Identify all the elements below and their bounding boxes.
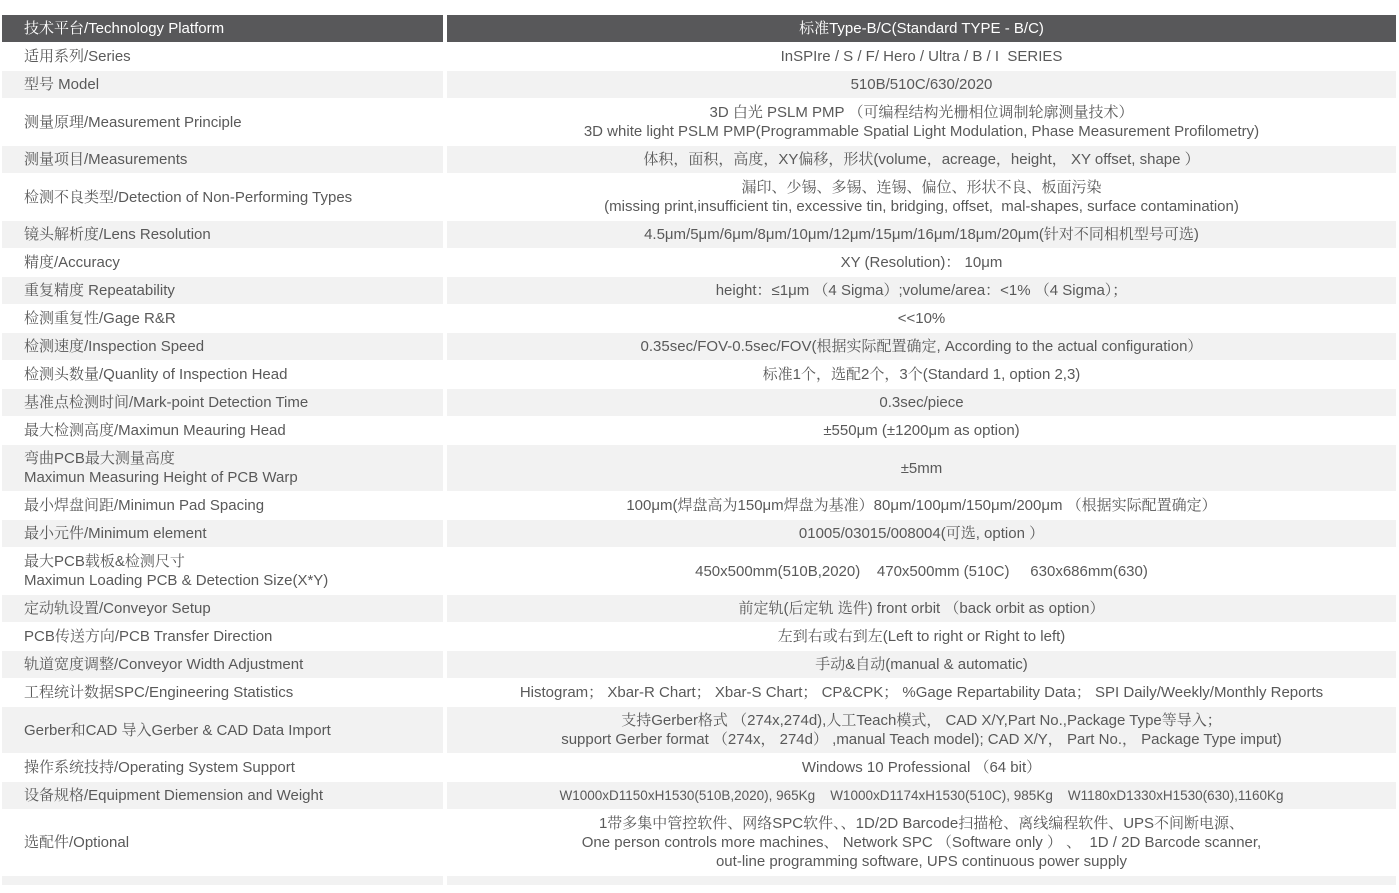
row-label bbox=[2, 679, 443, 706]
table-row bbox=[2, 221, 1396, 248]
row-value-line: 左到右或右到左(Left to right or Right to left) bbox=[777, 628, 1066, 645]
row-value-line: ±550μm (±1200μm as option) bbox=[823, 422, 1020, 439]
row-value bbox=[447, 389, 1396, 416]
table-row bbox=[2, 679, 1396, 706]
row-value-line: out-line programming software, UPS continuous power supply bbox=[715, 853, 1128, 870]
table-header bbox=[2, 15, 1396, 42]
row-value bbox=[447, 71, 1396, 98]
row-value bbox=[447, 679, 1396, 706]
table-row bbox=[2, 146, 1396, 173]
row-value bbox=[447, 623, 1396, 650]
row-value bbox=[447, 43, 1396, 70]
row-value-line: 支持Gerber格式 （274x,274d),人工Teach模式， CAD X/Y,Part No.,Package Type等导入； bbox=[621, 712, 1222, 729]
row-label bbox=[2, 520, 443, 547]
row-label bbox=[2, 623, 443, 650]
spec-rows bbox=[2, 43, 1396, 875]
row-value-line: 标准1个，选配2个，3个(Standard 1, option 2,3) bbox=[762, 366, 1081, 383]
row-value bbox=[447, 277, 1396, 304]
header-right-cell bbox=[447, 15, 1396, 42]
row-value bbox=[447, 174, 1396, 220]
table-row bbox=[2, 43, 1396, 70]
row-label bbox=[2, 249, 443, 276]
row-label-line: 最大检测高度/Maximun Meauring Head bbox=[24, 422, 286, 439]
table-row bbox=[2, 548, 1396, 594]
partial-label-cell bbox=[2, 876, 443, 885]
row-value-line: <<10% bbox=[897, 310, 946, 327]
row-label-line: 测量原理/Measurement Principle bbox=[24, 113, 242, 131]
row-label-line: 检测不良类型/Detection of Non-Performing Types bbox=[24, 188, 353, 206]
row-label bbox=[2, 146, 443, 173]
row-value-line: 手动&自动(manual & automatic) bbox=[815, 656, 1028, 673]
row-value bbox=[447, 782, 1396, 809]
row-value bbox=[447, 99, 1396, 145]
header-left-cell bbox=[2, 15, 443, 42]
row-value bbox=[447, 249, 1396, 276]
table-row bbox=[2, 520, 1396, 547]
row-label bbox=[2, 417, 443, 444]
row-value-line: height：≤1μm （4 Sigma）;volume/area：<1% （4 Sigma）； bbox=[715, 282, 1128, 299]
table-row bbox=[2, 595, 1396, 622]
row-value-line: Windows 10 Professional （64 bit） bbox=[801, 759, 1042, 776]
row-value bbox=[447, 810, 1396, 875]
row-value bbox=[447, 333, 1396, 360]
row-value bbox=[447, 445, 1396, 491]
row-label bbox=[2, 707, 443, 753]
row-label-line: 精度/Accuracy bbox=[24, 254, 120, 271]
row-label bbox=[2, 651, 443, 678]
table-row bbox=[2, 810, 1396, 875]
table-row bbox=[2, 71, 1396, 98]
row-value-line: (missing print,insufficient tin, excessive tin, bridging, offset, mal-shapes, surface contamination) bbox=[604, 198, 1239, 215]
row-label bbox=[2, 277, 443, 304]
row-label-line: 设备规格/Equipment Diemension and Weight bbox=[24, 787, 324, 804]
row-value-line: 100μm(焊盘高为150μm焊盘为基准）80μm/100μm/150μm/200μm （根据实际配置确定） bbox=[626, 497, 1217, 514]
row-value bbox=[447, 492, 1396, 519]
row-label-line: 选配件/Optional bbox=[24, 834, 130, 851]
row-label-line: 最小焊盘间距/Minimun Pad Spacing bbox=[24, 497, 265, 514]
row-value bbox=[447, 595, 1396, 622]
row-label-line: 操作系统技持/Operating System Support bbox=[24, 759, 295, 776]
row-label bbox=[2, 445, 443, 491]
table-row bbox=[2, 174, 1396, 220]
row-value-line: 0.3sec/piece bbox=[879, 394, 964, 411]
row-label-line: 重复精度 Repeatability bbox=[24, 282, 175, 299]
table-row bbox=[2, 651, 1396, 678]
partial-next-row bbox=[2, 876, 1396, 885]
row-label-line: Maximun Loading PCB & Detection Size(X*Y) bbox=[24, 572, 329, 589]
row-label bbox=[2, 595, 443, 622]
row-label bbox=[2, 221, 443, 248]
table-row bbox=[2, 623, 1396, 650]
row-label-line: Gerber和CAD 导入Gerber & CAD Data Import bbox=[24, 721, 331, 739]
row-label-line: 检测速度/Inspection Speed bbox=[24, 338, 205, 355]
table-row bbox=[2, 99, 1396, 145]
row-value-line: 01005/03015/008004(可选, option ） bbox=[798, 525, 1045, 542]
row-label bbox=[2, 174, 443, 220]
row-value-line: 0.35sec/FOV-0.5sec/FOV(根据实际配置确定, According to the actual configuration） bbox=[640, 338, 1203, 355]
table-row bbox=[2, 782, 1396, 809]
header-right-text: 标准Type-B/C(Standard TYPE - B/C) bbox=[799, 20, 1044, 37]
row-label bbox=[2, 99, 443, 145]
row-value-line: W1000xD1150xH1530(510B,2020), 965Kg W1000xD1174xH1530(510C), 985Kg W1180xD1330xH1530(630),1160Kg bbox=[559, 788, 1284, 803]
row-label-line: 镜头解析度/Lens Resolution bbox=[24, 226, 211, 243]
row-value-line: 4.5μm/5μm/6μm/8μm/10μm/12μm/15μm/16μm/18μm/20μm(针对不同相机型号可选) bbox=[644, 226, 1199, 243]
row-value bbox=[447, 417, 1396, 444]
row-label bbox=[2, 305, 443, 332]
row-label-line: 定动轨设置/Conveyor Setup bbox=[24, 600, 211, 617]
row-value-line: 3D 白光 PSLM PMP （可编程结构光栅相位调制轮廓测量技术） bbox=[709, 104, 1134, 121]
row-label-line: 最小元件/Minimum element bbox=[24, 525, 207, 542]
row-label-line: 型号 Model bbox=[24, 76, 100, 93]
row-label bbox=[2, 361, 443, 388]
row-label-line: 最大PCB载板&检测尺寸 bbox=[24, 553, 185, 570]
row-label-line: 测量项目/Measurements bbox=[24, 151, 188, 168]
row-label bbox=[2, 810, 443, 875]
row-label bbox=[2, 43, 443, 70]
row-label-line: 弯曲PCB最大测量高度 bbox=[24, 450, 175, 467]
table-row bbox=[2, 492, 1396, 519]
row-label bbox=[2, 782, 443, 809]
row-label-line: 轨道宽度调整/Conveyor Width Adjustment bbox=[24, 656, 304, 673]
row-value-line: 450x500mm(510B,2020) 470x500mm (510C) 630x686mm(630) bbox=[695, 562, 1148, 580]
row-label bbox=[2, 389, 443, 416]
row-value-line: 前定轨(后定轨 选件) front orbit （back orbit as option） bbox=[738, 600, 1105, 617]
row-value-line: 1带多集中管控软件、网络SPC软件、、1D/2D Barcode扫描枪、离线编程软件、UPS不间断电源、 bbox=[598, 815, 1245, 832]
table-row bbox=[2, 445, 1396, 491]
row-value-line: 3D white light PSLM PMP(Programmable Spatial Light Modulation, Phase Measurement Profilometry) bbox=[583, 123, 1260, 140]
table-row bbox=[2, 417, 1396, 444]
row-label bbox=[2, 71, 443, 98]
row-value bbox=[447, 361, 1396, 388]
row-value-line: InSPIre / S / F/ Hero / Ultra / B / I SERIES bbox=[780, 48, 1063, 65]
row-value-line: Histogram； Xbar-R Chart； Xbar-S Chart； CP&CPK； %Gage Repartability Data； SPI Daily/Weekly/Monthly Reports bbox=[519, 684, 1324, 701]
row-label-line: Maximun Measuring Height of PCB Warp bbox=[24, 469, 298, 486]
row-label-line: 工程统计数据SPC/Engineering Statistics bbox=[24, 684, 294, 701]
row-value bbox=[447, 651, 1396, 678]
table-row bbox=[2, 249, 1396, 276]
row-label-line: 基准点检测时间/Mark-point Detection Time bbox=[24, 394, 309, 411]
row-label-line: 适用系列/Series bbox=[24, 48, 131, 65]
row-value bbox=[447, 221, 1396, 248]
table-row bbox=[2, 389, 1396, 416]
row-value-line: 体积，面积，高度，XY偏移，形状(volume，acreage，height， XY offset, shape ） bbox=[643, 151, 1200, 168]
row-value-line: XY (Resolution)： 10μm bbox=[840, 254, 1003, 271]
table-row bbox=[2, 707, 1396, 753]
row-value-line: 510B/510C/630/2020 bbox=[850, 76, 993, 93]
table-row bbox=[2, 754, 1396, 781]
row-value-line: support Gerber format （274x， 274d） ,manual Teach model); CAD X/Y， Part No.， Package Type imput) bbox=[561, 731, 1282, 748]
table-row bbox=[2, 277, 1396, 304]
row-label bbox=[2, 333, 443, 360]
row-label bbox=[2, 754, 443, 781]
row-value-line: 漏印、少锡、多锡、连锡、偏位、形状不良、板面污染 bbox=[741, 179, 1102, 196]
row-label-line: 检测头数量/Quanlity of Inspection Head bbox=[24, 366, 288, 383]
row-value bbox=[447, 707, 1396, 753]
row-value-line: ±5mm bbox=[900, 459, 943, 477]
row-value bbox=[447, 754, 1396, 781]
row-label-line: PCB传送方向/PCB Transfer Direction bbox=[24, 628, 273, 645]
table-row bbox=[2, 333, 1396, 360]
table-row bbox=[2, 361, 1396, 388]
row-value bbox=[447, 146, 1396, 173]
table-row bbox=[2, 305, 1396, 332]
row-value-line: One person controls more machines、 Network SPC （Software only ） 、 1D / 2D Barcode scanner, bbox=[581, 834, 1262, 851]
header-left-text: 技术平台/Technology Platform bbox=[24, 20, 225, 37]
row-label bbox=[2, 548, 443, 594]
row-value bbox=[447, 520, 1396, 547]
row-label-line: 检测重复性/Gage R&R bbox=[24, 310, 176, 327]
row-label bbox=[2, 492, 443, 519]
row-value bbox=[447, 305, 1396, 332]
row-value bbox=[447, 548, 1396, 594]
partial-value-cell bbox=[447, 876, 1396, 885]
